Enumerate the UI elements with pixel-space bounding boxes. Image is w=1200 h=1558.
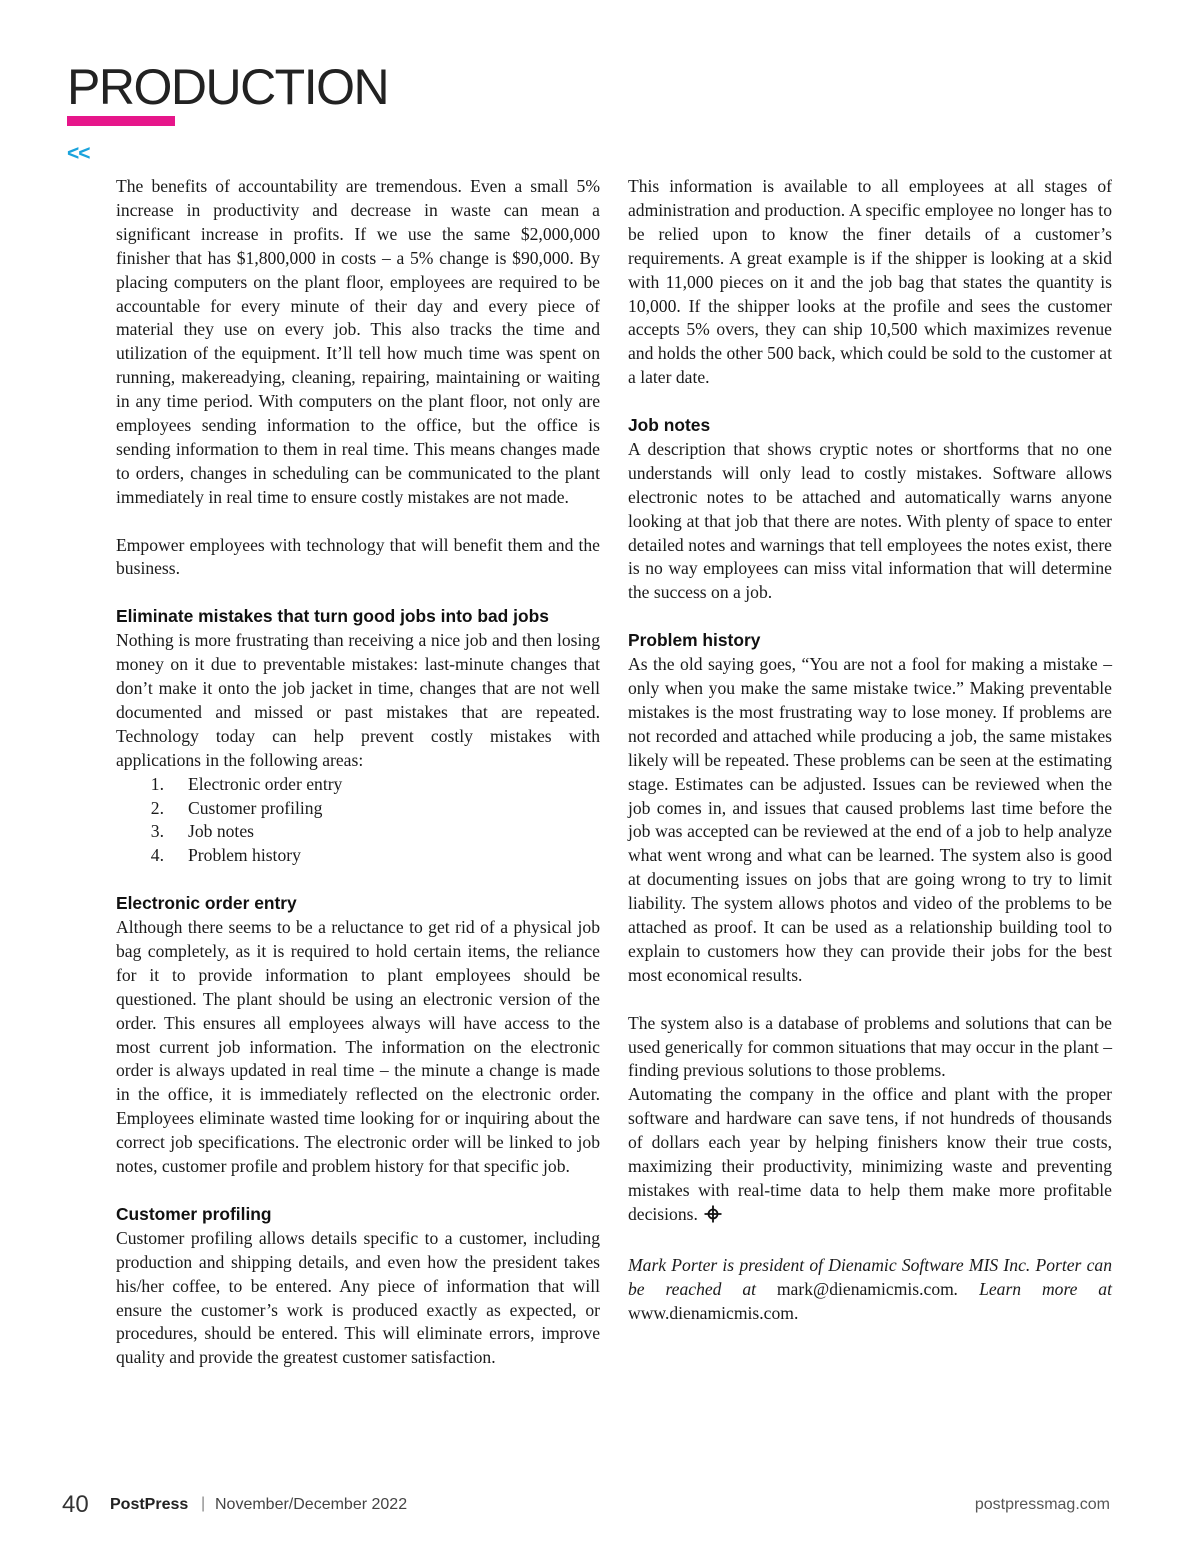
left-column bbox=[116, 175, 600, 1370]
magazine-name: PostPress bbox=[110, 1496, 189, 1513]
section-title: PRODUCTION bbox=[67, 59, 389, 115]
empower-paragraph: Empower employees with technology that will benefit them and the business. bbox=[116, 534, 600, 579]
page-footer bbox=[62, 1491, 1110, 1523]
mistakes-paragraph: Nothing is more frustrating than receiving a nice job and then losing money on it due to preventable mistakes: last-minute changes that don’t make it onto the job jacket in time, changes that are not well documented and missed or past mistakes that are repeated. Technology today can help prevent costly mistakes with applications in the following areas: bbox=[116, 630, 600, 770]
list-number: 3. bbox=[150, 821, 164, 842]
list-text: Customer profiling bbox=[188, 797, 323, 818]
accent-bar bbox=[67, 116, 175, 126]
list-item bbox=[116, 797, 600, 821]
end-mark-icon bbox=[704, 1205, 722, 1230]
order-entry-paragraph: Although there seems to be a reluctance to get rid of a physical job bag completely, as it is required to hold certain items, the reliance for it to provide information to plant employees should be questioned. The plant should be using an electronic version of the order. This ensures all employees always will have access to the most current job information. The information on the electronic order is always updated in real time – the minute a change is made in the office, it is immediately reflected on the electronic order. Employees eliminate wasted time looking for or inquiring about the correct job specifications. The electronic order will be linked to job notes, customer profile and problem history for that specific job. bbox=[116, 917, 600, 1177]
heading-customer-profiling: Customer profiling bbox=[116, 1203, 272, 1224]
job-notes-paragraph: A description that shows cryptic notes or shortforms that no one understands will only lead to costly mistakes. Software allows electronic notes to be attached and automatically warns anyone looking at that job that there are notes. With plenty of space to enter detailed notes and warnings that tell employees the notes exist, there is no way employees can miss vital information that will determine the success on a job. bbox=[628, 438, 1112, 603]
right-column bbox=[628, 175, 1112, 1325]
heading-electronic-order-entry: Electronic order entry bbox=[116, 893, 297, 914]
heading-job-notes: Job notes bbox=[628, 415, 711, 436]
list-text: Electronic order entry bbox=[188, 773, 343, 794]
byline-text: Mark Porter is president of Dienamic Software MIS Inc. Porter can be reached at bbox=[628, 1254, 1112, 1299]
list-number: 4. bbox=[150, 845, 164, 866]
list-number: 1. bbox=[150, 773, 164, 794]
issue-date: November/December 2022 bbox=[215, 1496, 408, 1513]
website-link[interactable]: postpressmag.com bbox=[974, 1496, 1110, 1513]
heading-eliminate-mistakes: Eliminate mistakes that turn good jobs into bad jobs bbox=[116, 606, 549, 627]
list-item bbox=[116, 773, 600, 797]
page-number: 40 bbox=[62, 1491, 89, 1518]
list-number: 2. bbox=[150, 797, 164, 818]
conclusion-paragraph bbox=[628, 1083, 1112, 1229]
author-email-link[interactable]: mark@dienamicmis.com bbox=[776, 1278, 954, 1299]
list-text: Problem history bbox=[188, 845, 301, 866]
conclusion-text: Automating the company in the office and plant with the proper software and hardware can save tens, if not hundreds of thousands of dollars each year by helping finishers know their true costs, maximizing their productivity, minimizing waste and preventing mistakes with real-time data to help them make more profitable decisions. bbox=[628, 1084, 1112, 1224]
heading-problem-history: Problem history bbox=[628, 630, 761, 651]
back-link[interactable]: << bbox=[67, 142, 90, 165]
list-text: Job notes bbox=[188, 821, 254, 842]
applications-list bbox=[116, 773, 600, 869]
byline-period: . bbox=[793, 1302, 799, 1323]
byline-text: . Learn more at bbox=[953, 1278, 1112, 1299]
list-item bbox=[116, 820, 600, 844]
database-paragraph: The system also is a database of problems and solutions that can be used generically for common situations that may occur in the plant – finding previous solutions to those problems. bbox=[628, 1012, 1112, 1081]
profiling-paragraph: Customer profiling allows details specific to a customer, including production and shipping details, and even how the president takes his/her coffee, to be entered. Any piece of information that will ensure the customer’s work is produced exactly as expected, or procedures, should be entered. This will eliminate errors, improve quality and provide the greatest customer satisfaction. bbox=[116, 1227, 600, 1368]
availability-paragraph: This information is available to all employees at all stages of administration and production. A specific employee no longer has to be relied upon to know the finer details of a customer’s requirements. A great example is if the shipper is looking at a skid with 11,000 pieces on it and the job bag that states the quantity is 10,000. If the shipper looks at the profile and sees the customer accepts 5% overs, they can ship 10,500 which maximizes revenue and holds the other 500 back, which could be sold to the customer at a later date. bbox=[628, 176, 1112, 388]
intro-paragraph: The benefits of accountability are tremendous. Even a small 5% increase in productivity and decrease in waste can mean a significant increase in profits. If we use the same $2,000,000 finisher that has $1,800,000 in costs – a 5% change is $90,000. By placing computers on the plant floor, employees are required to be accountable for every minute of their day and every piece of material they use on every job. This also tracks the time and utilization of the equipment. It’ll tell how much time was spent on running, makereadying, cleaning, repairing, maintaining or waiting in any time period. With computers on the plant floor, not only are employees sending information to the office, but the office is sending information to them in real time. This means changes made to orders, changes in scheduling can be communicated to the plant immediately in real time to ensure costly mistakes are not made. bbox=[116, 176, 600, 507]
footer-separator: | bbox=[201, 1495, 206, 1512]
author-byline bbox=[628, 1254, 1112, 1326]
list-item bbox=[116, 844, 600, 868]
company-website-link[interactable]: www.dienamicmis.com bbox=[628, 1302, 794, 1323]
problem-history-paragraph: As the old saying goes, “You are not a fool for making a mistake – only when you make the same mistake twice.” Making preventable mistakes is the most frustrating way to lose money. If problems are not recorded and attached while producing a job, the same mistakes likely will be repeated. These problems can be seen at the estimating stage. Estimates can be adjusted. Issues can be reviewed when the job comes in, and issues that caused problems last time before the job was accepted can be reviewed at the end of a job to help analyze what went wrong and what can be learned. The system also is good at documenting issues on jobs that are going wrong to try to limit liability. The system allows photos and video of the problems to be attached as proof. It can be used as a relationship building tool to explain to customers how they can provide their jobs for the best most economical results. bbox=[628, 654, 1112, 985]
